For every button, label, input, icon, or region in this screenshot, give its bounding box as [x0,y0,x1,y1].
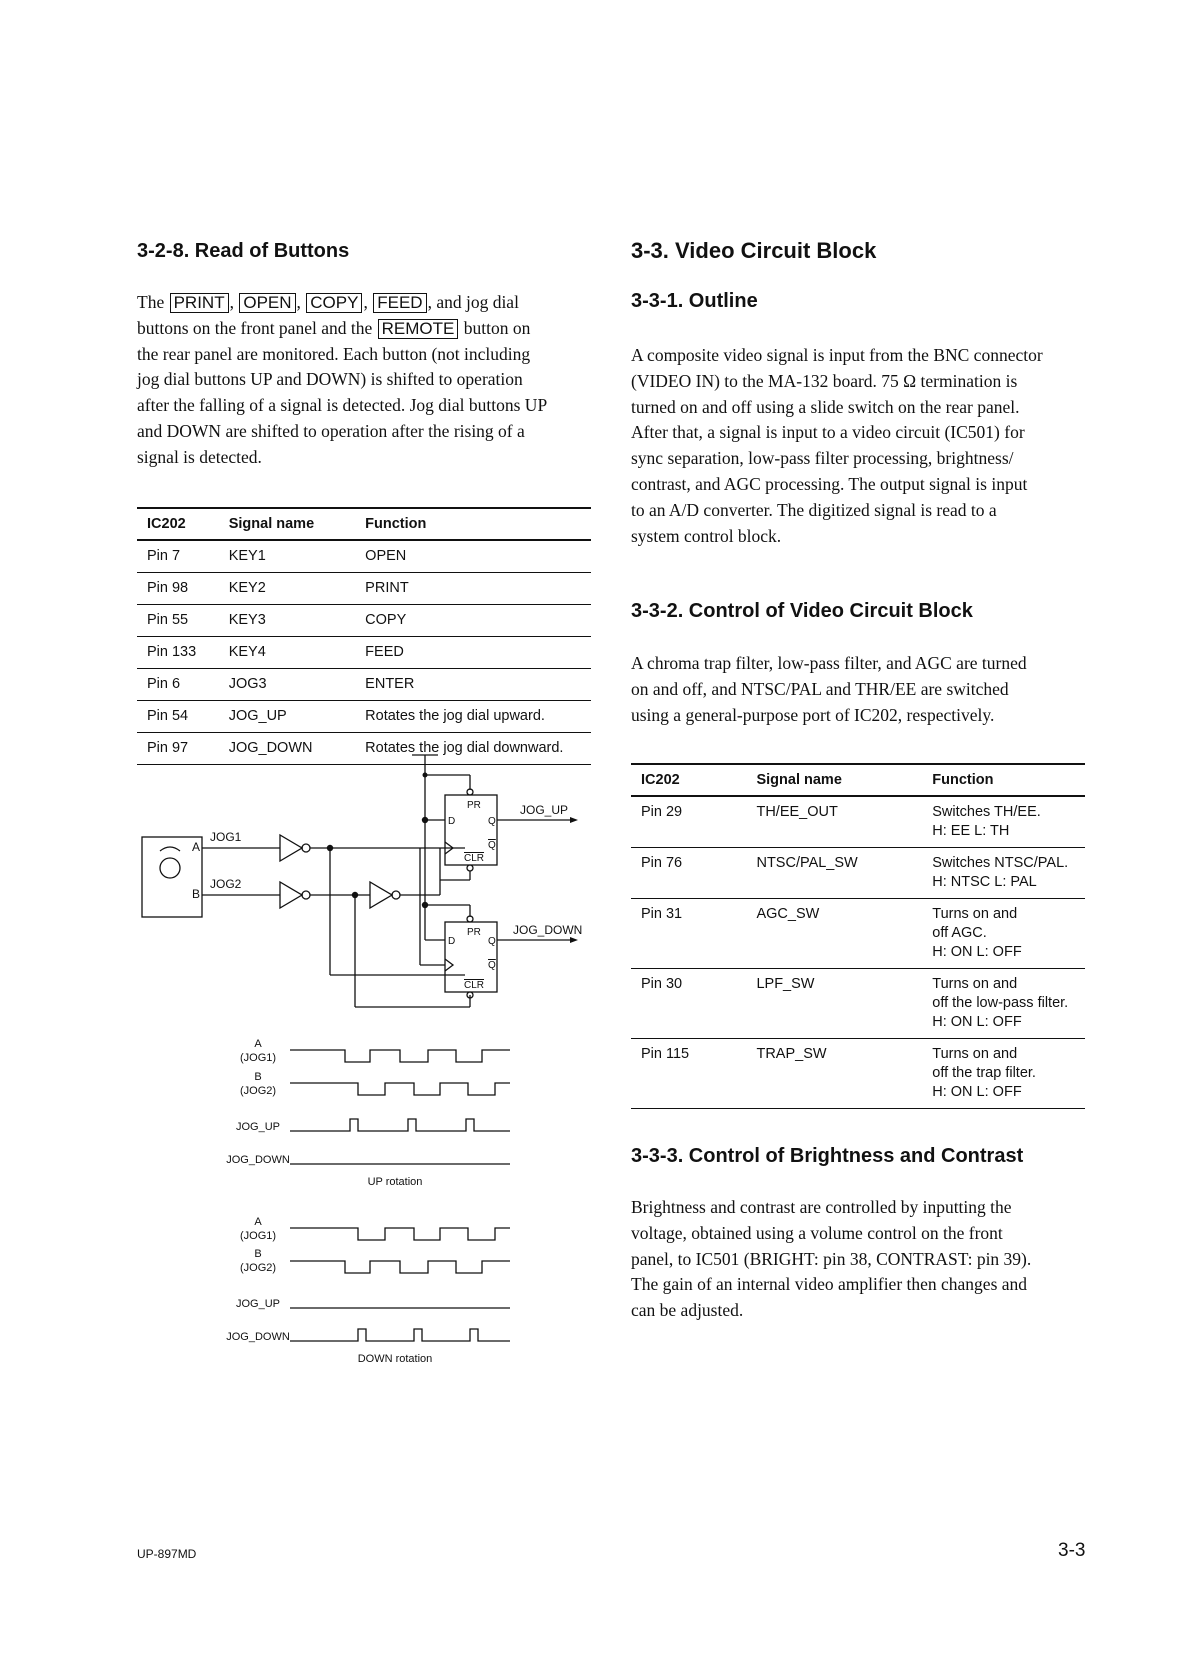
table-cell: JOG3 [219,669,355,701]
footer-model: UP-897MD [137,1547,197,1561]
table-cell: Rotates the jog dial downward. [355,733,591,765]
down-a-label: A [254,1216,262,1228]
buffer-jog1 [280,835,302,861]
buttons-signal-table [137,507,591,765]
cell-line: Turns on and [932,1046,1018,1062]
up-rotation-caption: UP rotation [367,1176,423,1188]
down-rotation-caption: DOWN rotation [357,1353,433,1365]
table-row [137,605,591,637]
cell-line: Switches TH/EE. [932,804,1041,820]
column-header: Signal name [219,508,355,540]
separator: , [363,292,373,312]
table-row [631,969,1085,1039]
up-a-sub: (JOG1) [239,1052,277,1064]
outline-paragraph [631,343,1101,549]
open-button-label: OPEN [239,293,295,313]
table-cell: Pin 97 [137,733,219,765]
table-cell: PRINT [355,573,591,605]
label-d-1: D [448,816,456,827]
table-cell: Pin 133 [137,637,219,669]
paragraph-line: using a general-purpose port of IC202, respectively. [631,704,995,725]
table-cell: Pin 30 [631,969,746,1039]
label-pr-2: PR [467,927,481,938]
table-row [137,669,591,701]
paragraph-line: on and off, and NTSC/PAL and THR/EE are switched [631,678,1009,699]
paragraph-line: sync separation, low-pass filter processing, brightness/ [631,448,1014,469]
cell-line: off AGC. [932,925,987,941]
table-cell: NTSC/PAL_SW [746,848,922,899]
jog-dial-circuit-diagram [130,745,600,1020]
table-cell: Pin 29 [631,796,746,848]
table-cell: ENTER [355,669,591,701]
table-row [631,848,1085,899]
label-a: A [192,840,201,854]
table-cell: Pin 7 [137,540,219,573]
table-cell: JOG_UP [219,701,355,733]
cell-line: off the trap filter. [932,1065,1036,1081]
table-cell: Pin 31 [631,899,746,969]
label-jog-up: JOG_UP [520,803,569,817]
section-heading-read-of-buttons: 3-2-8. Read of Buttons [137,240,350,262]
table-cell: Pin 54 [137,701,219,733]
table-cell: JOG_DOWN [219,733,355,765]
table-cell: Pin 76 [631,848,746,899]
table-cell [922,969,1085,1039]
paragraph-line: the rear panel are monitored. Each button (not including [137,343,531,364]
cell-line: H: NTSC L: PAL [932,874,1037,890]
buffer-jog2 [280,882,302,908]
label-clr-2: CLR [464,980,485,991]
paragraph-line: A composite video signal is input from the BNC connector [631,345,1043,365]
table-cell: Pin 6 [137,669,219,701]
intro-text: button on [459,317,531,338]
table-cell: KEY1 [219,540,355,573]
up-b-sub: (JOG2) [239,1085,277,1097]
cell-line: H: ON L: OFF [932,1084,1022,1100]
paragraph-line: contrast, and AGC processing. The output signal is input [631,473,1028,494]
label-qbar-1: Q [488,840,496,851]
table-cell: KEY2 [219,573,355,605]
column-header: Signal name [746,764,922,796]
copy-button-label: COPY [306,293,362,313]
read-of-buttons-paragraph [137,290,607,471]
table-cell: Pin 115 [631,1039,746,1109]
control-paragraph [631,651,1101,728]
paragraph-line: After that, a signal is input to a video circuit (IC501) for [631,422,1025,443]
paragraph-line: (VIDEO IN) to the MA-132 board. 75 Ω termination is [631,370,1018,391]
down-jogup-label: JOG_UP [235,1298,281,1310]
table-cell: OPEN [355,540,591,573]
section-heading-video-circuit: 3-3. Video Circuit Block [631,238,877,263]
column-header: IC202 [137,508,219,540]
up-wave-b [290,1083,510,1095]
remote-button-label: REMOTE [378,319,459,339]
label-d-2: D [448,936,456,947]
brightness-paragraph [631,1195,1101,1324]
paragraph-line: voltage, obtained using a volume control on the front [631,1222,1003,1243]
section-heading-control-video: 3-3-2. Control of Video Circuit Block [631,600,973,622]
feed-button-label: FEED [373,293,426,313]
cell-line: off the low-pass filter. [932,995,1069,1011]
intro-text: , and jog dial [427,292,519,312]
cell-line: H: ON L: OFF [932,944,1022,960]
up-a-label: A [254,1038,262,1050]
up-wave-jogup [290,1119,510,1131]
label-q-1: Q [488,816,496,827]
up-jogup-label: JOG_UP [235,1121,281,1133]
table-row [137,701,591,733]
table-cell: Pin 98 [137,573,219,605]
paragraph-line: can be adjusted. [631,1300,744,1321]
label-pr-1: PR [467,800,481,811]
up-b-label: B [254,1071,262,1083]
cell-line: H: EE L: TH [932,823,1010,839]
table-cell: FEED [355,637,591,669]
table-cell: Rotates the jog dial upward. [355,701,591,733]
table-cell: TRAP_SW [746,1039,922,1109]
paragraph-line: turned on and off using a slide switch on the rear panel. [631,396,1020,417]
paragraph-line: The gain of an internal video amplifier then changes and [631,1274,1028,1295]
page-number: 3-3 [1058,1540,1086,1561]
jog-dial-icon [160,858,180,878]
down-wave-jogdown [290,1329,510,1341]
paragraph-line: panel, to IC501 (BRIGHT: pin 38, CONTRAST: pin 39). [631,1248,1032,1269]
intro-text: The [137,292,169,312]
down-wave-a [290,1228,510,1240]
table-cell: KEY4 [219,637,355,669]
table-row [137,540,591,573]
label-jog2: JOG2 [210,877,242,891]
label-qbar-2: Q [488,960,496,971]
print-button-label: PRINT [170,293,229,313]
label-jog1: JOG1 [210,830,242,844]
paragraph-line: to an A/D converter. The digitized signal is read to a [631,499,997,520]
rotation-arrow [160,847,180,851]
video-signal-table [631,763,1085,1109]
table-cell: KEY3 [219,605,355,637]
table-cell: AGC_SW [746,899,922,969]
up-jogdown-label: JOG_DOWN [226,1154,290,1166]
table-row [631,1039,1085,1109]
paragraph-line: after the falling of a signal is detected. Jog dial buttons UP [137,395,548,416]
paragraph-line: signal is detected. [137,446,262,467]
section-heading-brightness: 3-3-3. Control of Brightness and Contrast [631,1145,1024,1167]
table-row [631,796,1085,848]
table-row [137,637,591,669]
table-cell [922,848,1085,899]
table-cell [922,899,1085,969]
table-cell: LPF_SW [746,969,922,1039]
table-row [137,573,591,605]
down-wave-b [290,1261,510,1273]
paragraph-line: Brightness and contrast are controlled by inputting the [631,1197,1012,1217]
table-cell: COPY [355,605,591,637]
intro-text: buttons on the front panel and the [137,317,377,338]
down-jogdown-label: JOG_DOWN [226,1331,290,1343]
table-cell: Pin 55 [137,605,219,637]
paragraph-line: and DOWN are shifted to operation after the rising of a [137,420,525,441]
label-b: B [192,887,201,901]
table-cell [922,1039,1085,1109]
label-jog-down: JOG_DOWN [513,923,583,937]
label-clr-1: CLR [464,853,485,864]
table-row [631,899,1085,969]
column-header: IC202 [631,764,746,796]
down-b-label: B [254,1248,262,1260]
paragraph-line: A chroma trap filter, low-pass filter, and AGC are turned [631,653,1027,673]
jog-timing-diagrams [200,1035,530,1365]
column-header: Function [355,508,591,540]
paragraph-line: jog dial buttons UP and DOWN) is shifted to operation [137,369,523,390]
cell-line: Turns on and [932,976,1018,992]
table-cell [922,796,1085,848]
down-a-sub: (JOG1) [239,1230,277,1242]
cell-line: H: ON L: OFF [932,1014,1022,1030]
label-q-2: Q [488,936,496,947]
section-heading-outline: 3-3-1. Outline [631,290,758,312]
down-b-sub: (JOG2) [239,1262,277,1274]
inverter-jog2 [370,882,392,908]
separator: , [229,292,239,312]
up-wave-a [290,1050,510,1062]
column-header: Function [922,764,1085,796]
cell-line: Turns on and [932,906,1018,922]
table-cell: TH/EE_OUT [746,796,922,848]
paragraph-line: system control block. [631,525,782,546]
cell-line: Switches NTSC/PAL. [932,855,1069,871]
separator: , [296,292,306,312]
